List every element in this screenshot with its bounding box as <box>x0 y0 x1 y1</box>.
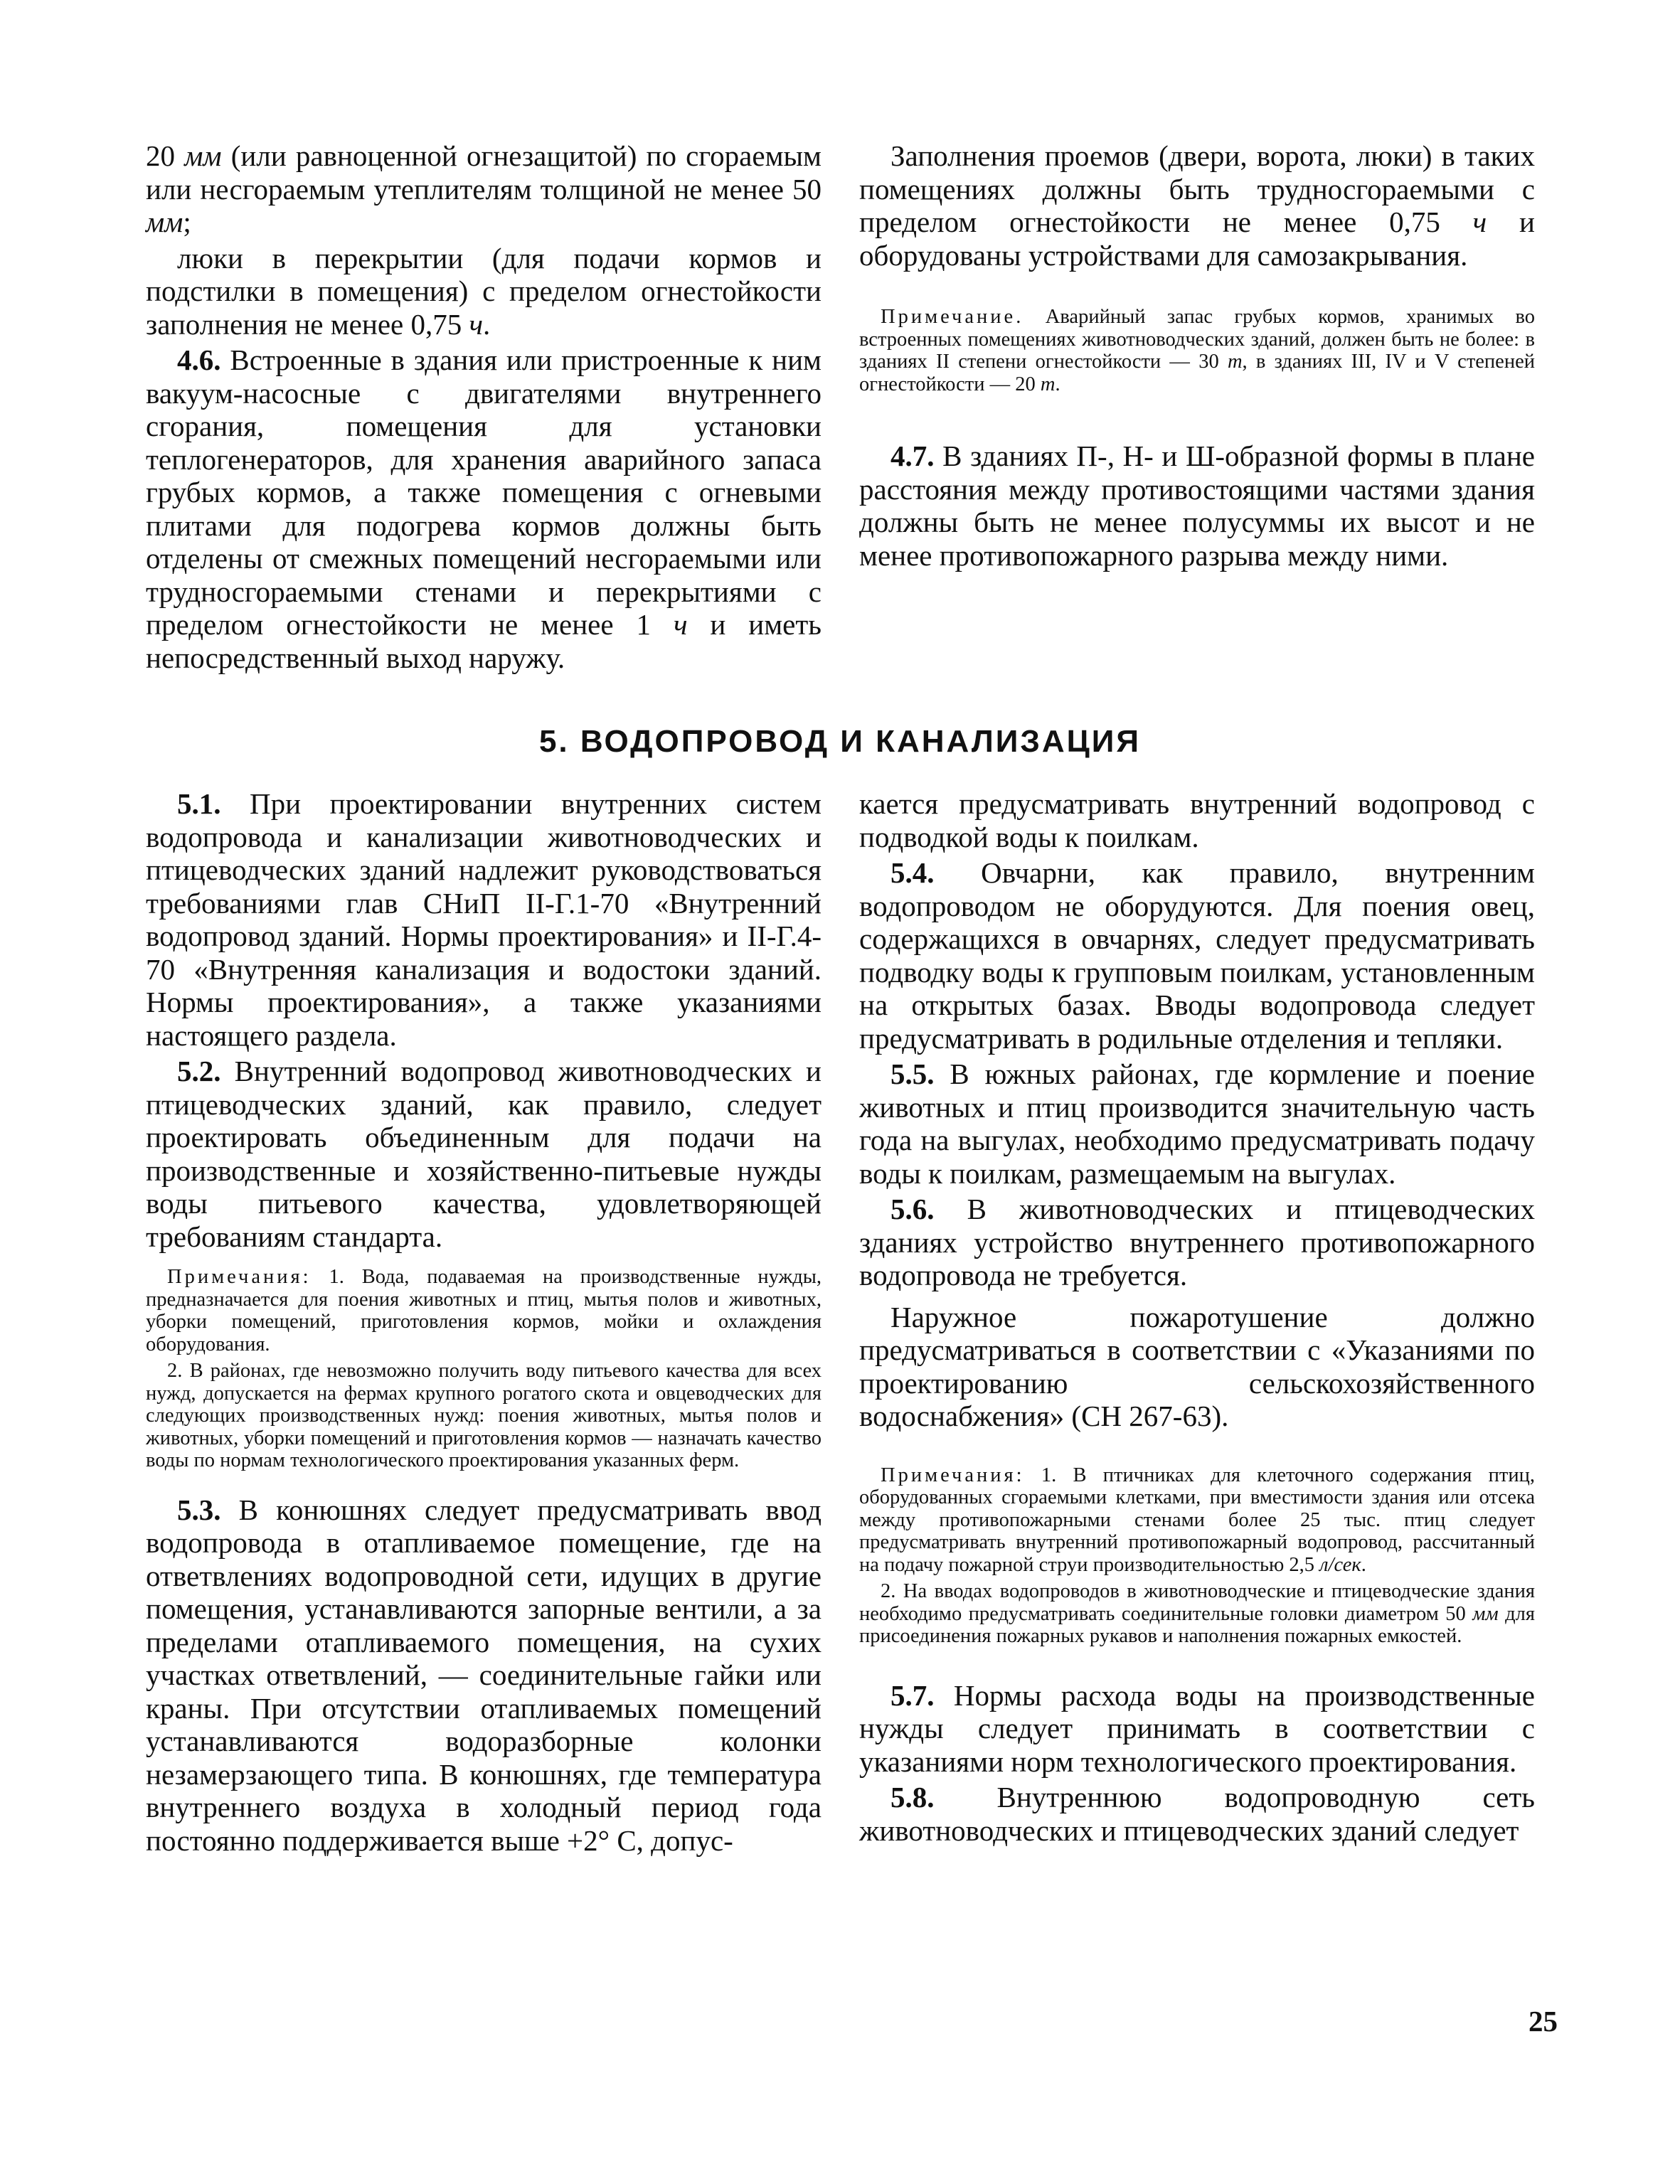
top-right-column <box>859 139 1535 572</box>
bottom-left-column <box>146 787 822 1857</box>
paragraph: Наружное пожаротушение должно предусматриваться в соответствии с «Указаниями по проектированию сельскохозяйственного водоснабжения» (СН 267-63). <box>859 1300 1535 1432</box>
paragraph: кается предусматривать внутренний водопровод с подводкой воды к поилкам. <box>859 787 1535 853</box>
top-left-column <box>146 139 822 674</box>
note: Примечания: 1. В птичниках для клеточного содержания птиц, оборудованных сгораемыми клетками, при вместимости здания или отсека между противопожарными стенами более 25 тыс. птиц следует предусматривать внутренний противопожарный водопровод, рассчитанный на подачу пожарной струи производительностью 2,5 л/сек. <box>859 1464 1535 1576</box>
clause-4-7: 4.7. В зданиях П-, Н- и Ш-образной формы в плане расстояния между противостоящими частями здания должны быть не менее полусуммы их высот и не менее противопожарного разрыва между ними. <box>859 440 1535 572</box>
clause-5-6: 5.6. В животноводческих и птицеводческих зданиях устройство внутреннего противопожарного водопровода не требуется. <box>859 1193 1535 1291</box>
clause-5-3: 5.3. В конюшнях следует предусматривать ввод водопровода в отапливаемое помещение, где на ответвлениях водопроводной сети, идущих в другие помещения, устанавливаются запорные вентили, а за пределами отапливаемого помещения, на сухих участках ответвлений, — соединительные гайки или краны. При отсутствии отапливаемых помещений устанавливаются водоразборные колонки незамерзающего типа. В конюшнях, где температура внутреннего воздуха в холодный период года постоянно поддерживается выше +2° С, допус- <box>146 1493 822 1857</box>
clause-5-2: 5.2. Внутренний водопровод животноводческих и птицеводческих зданий, как правило, следует проектировать объединенным для подачи на производственные и хозяйственно-питьевые нужды воды питьевого качества, удовлетворяющей требованиям стандарта. <box>146 1055 822 1253</box>
section-heading: 5. ВОДОПРОВОД И КАНАЛИЗАЦИЯ <box>538 724 1142 759</box>
bottom-right-column <box>859 787 1535 1847</box>
clause-5-8: 5.8. Внутреннюю водопроводную сеть животноводческих и птицеводческих зданий следует <box>859 1781 1535 1847</box>
clause-5-1: 5.1. При проектировании внутренних систем водопровода и канализации животноводческих и птицеводческих зданий надлежит руководствоваться требованиями глав СНиП II-Г.1-70 «Внутренний водопровод зданий. Нормы проектирования» и II-Г.4-70 «Внутренняя канализация и водостоки зданий. Нормы проектирования», а также указаниями настоящего раздела. <box>146 787 822 1052</box>
note: Примечания: 1. Вода, подаваемая на производственные нужды, предназначается для поения животных и птиц, мытья полов и животных, уборки помещений, приготовления кормов, мойки и охлаждения оборудования. <box>146 1266 822 1355</box>
clause-5-4: 5.4. Овчарни, как правило, внутренним водопроводом не оборудуются. Для поения овец, содержащихся в овчарнях, следует предусматривать подводку воды к групповым поилкам, установленным на открытых базах. Вводы водопровода следует предусматривать в родильные отделения и тепляки. <box>859 856 1535 1055</box>
clause-5-7: 5.7. Нормы расхода воды на производственные нужды следует принимать в соответствии с указаниями норм технологического проектирования. <box>859 1678 1535 1778</box>
paragraph: люки в перекрытии (для подачи кормов и подстилки в помещения) с пределом огнестойкости заполнения не менее 0,75 ч. <box>146 241 822 341</box>
clause-4-6: 4.6. Встроенные в здания или пристроенные к ним вакуум-насосные с двигателями внутреннего сгорания, помещения для установки теплогенераторов, для хранения аварийного запаса грубых кормов, а также помещения с огневыми плитами для подогрева кормов должны быть отделены от смежных помещений несгораемыми или трудносгораемыми стенами и перекрытиями с пределом огнестойкости не менее 1 ч и иметь непосредственный выход наружу. <box>146 343 822 674</box>
note: Примечание. Аварийный запас грубых кормов, хранимых во встроенных помещениях животноводческих зданий, должен быть не более: в зданиях II степени огнестойкости — 30 т, в зданиях III, IV и V степеней огнестойкости — 20 т. <box>859 306 1535 395</box>
paragraph: Заполнения проемов (двери, ворота, люки) в таких помещениях должны быть трудносгораемыми с пределом огнестойкости не менее 0,75 ч и оборудованы устройствами для самозакрывания. <box>859 139 1535 272</box>
clause-5-5: 5.5. В южных районах, где кормление и поение животных и птиц производится значительную часть года на выгулах, необходимо предусматривать подачу воды к поилкам, размещаемым на выгулах. <box>859 1058 1535 1190</box>
note: 2. На вводах водопроводов в животноводческие и птицеводческие здания необходимо предусматривать соединительные головки диаметром 50 мм для присоединения пожарных рукавов и наполнения пожарных емкостей. <box>859 1580 1535 1647</box>
page-number: 25 <box>1529 2005 1558 2037</box>
note: 2. В районах, где невозможно получить воду питьевого качества для всех нужд, допускается на фермах крупного рогатого скота и овцеводческих для следующих производственных нужд: поения животных, мытья полов и животных, уборки помещений и приготовления кормов — назначать качество воды по нормам технологического проектирования указанных ферм. <box>146 1360 822 1471</box>
paragraph: 20 мм (или равноценной огнезащитой) по сгораемым или несгораемым утеплителям толщиной не менее 50 мм; <box>146 139 822 238</box>
